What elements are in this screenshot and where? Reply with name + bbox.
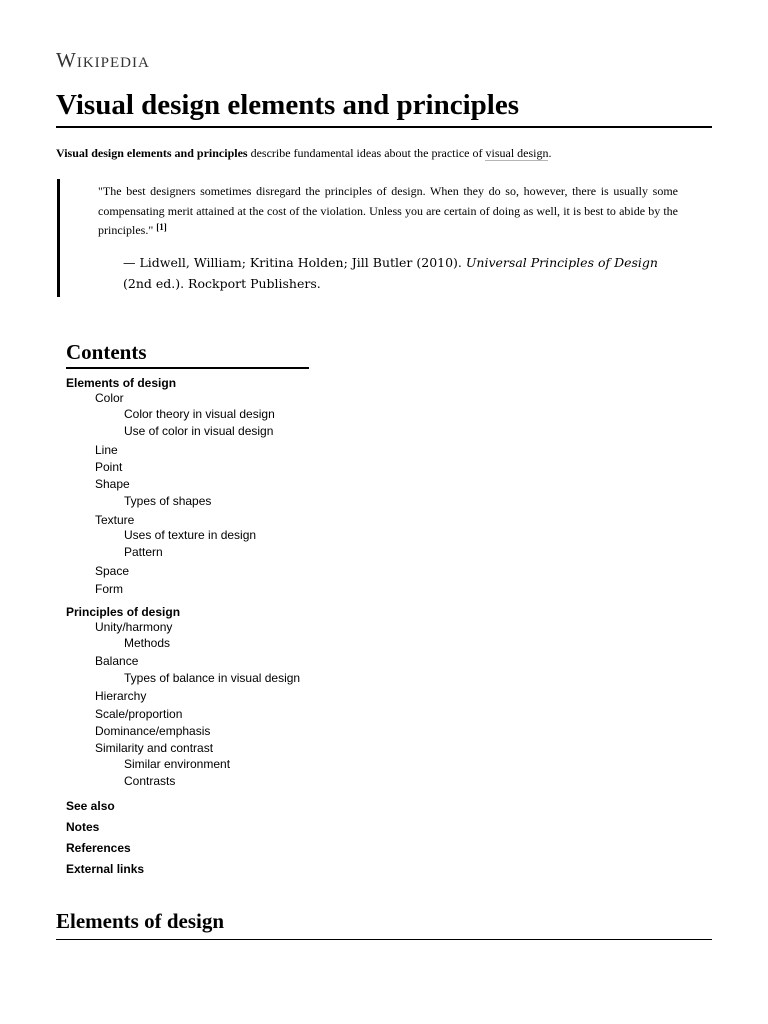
- toc-item[interactable]: Similarity and contrast: [95, 741, 214, 755]
- toc-item[interactable]: Notes: [66, 820, 100, 834]
- toc-item[interactable]: Hierarchy: [95, 689, 147, 703]
- lead-text: describe fundamental ideas about the practice of: [247, 146, 486, 160]
- toc-item[interactable]: Scale/proportion: [95, 707, 183, 721]
- visual-design-link[interactable]: visual design: [485, 146, 549, 160]
- toc-item[interactable]: Principles of design: [66, 605, 181, 619]
- toc-item[interactable]: Contrasts: [124, 774, 176, 788]
- toc-item[interactable]: Elements of design: [66, 376, 177, 390]
- toc-item[interactable]: Unity/harmony: [95, 620, 173, 634]
- toc-item[interactable]: Similar environment: [124, 757, 231, 771]
- toc-item[interactable]: References: [66, 841, 131, 855]
- toc-item[interactable]: Space: [95, 564, 130, 578]
- toc-title: Contents: [66, 338, 309, 369]
- quote-body: "The best designers sometimes disregard the principles of design. When they do so, however, there is usually some compensating merit attained at the cost of the violation. Unless you are certain of doing as well, it is best to abide by the principles.": [98, 184, 678, 237]
- toc-item[interactable]: Uses of texture in design: [124, 528, 257, 542]
- toc-item[interactable]: Point: [95, 460, 123, 474]
- toc-item[interactable]: Form: [95, 582, 123, 596]
- toc-item[interactable]: Color: [95, 391, 124, 405]
- toc-item[interactable]: Methods: [124, 636, 171, 650]
- lead-paragraph: [56, 145, 712, 161]
- cite-prefix: — Lidwell, William; Kritina Holden; Jill Butler (2010).: [123, 255, 466, 270]
- toc-item[interactable]: Shape: [95, 477, 130, 491]
- table-of-contents: [66, 338, 366, 876]
- toc-item[interactable]: Color theory in visual design: [124, 407, 275, 421]
- toc-item[interactable]: External links: [66, 862, 145, 876]
- section-heading: Elements of design: [56, 906, 712, 940]
- page-title: Visual design elements and principles: [56, 85, 712, 128]
- cite-suffix: (2nd ed.). Rockport Publishers.: [123, 276, 321, 291]
- toc-item[interactable]: Types of shapes: [124, 494, 212, 508]
- toc-item[interactable]: Use of color in visual design: [124, 424, 274, 438]
- wikipedia-logo[interactable]: Wikipedia: [56, 48, 150, 72]
- toc-item[interactable]: See also: [66, 799, 115, 813]
- quote-citation: [123, 252, 683, 294]
- reference-link[interactable]: [1]: [156, 222, 167, 232]
- cite-title: Universal Principles of Design: [465, 255, 658, 270]
- toc-item[interactable]: Types of balance in visual design: [124, 671, 301, 685]
- toc-item[interactable]: Pattern: [124, 545, 163, 559]
- lead-bold-term: Visual design elements and principles: [56, 146, 248, 160]
- toc-item[interactable]: Texture: [95, 513, 135, 527]
- quote-text: [98, 182, 678, 241]
- toc-item[interactable]: Line: [95, 443, 118, 457]
- lead-end: .: [548, 146, 552, 160]
- toc-item[interactable]: Balance: [95, 654, 139, 668]
- blockquote: [57, 179, 680, 297]
- toc-item[interactable]: Dominance/emphasis: [95, 724, 211, 738]
